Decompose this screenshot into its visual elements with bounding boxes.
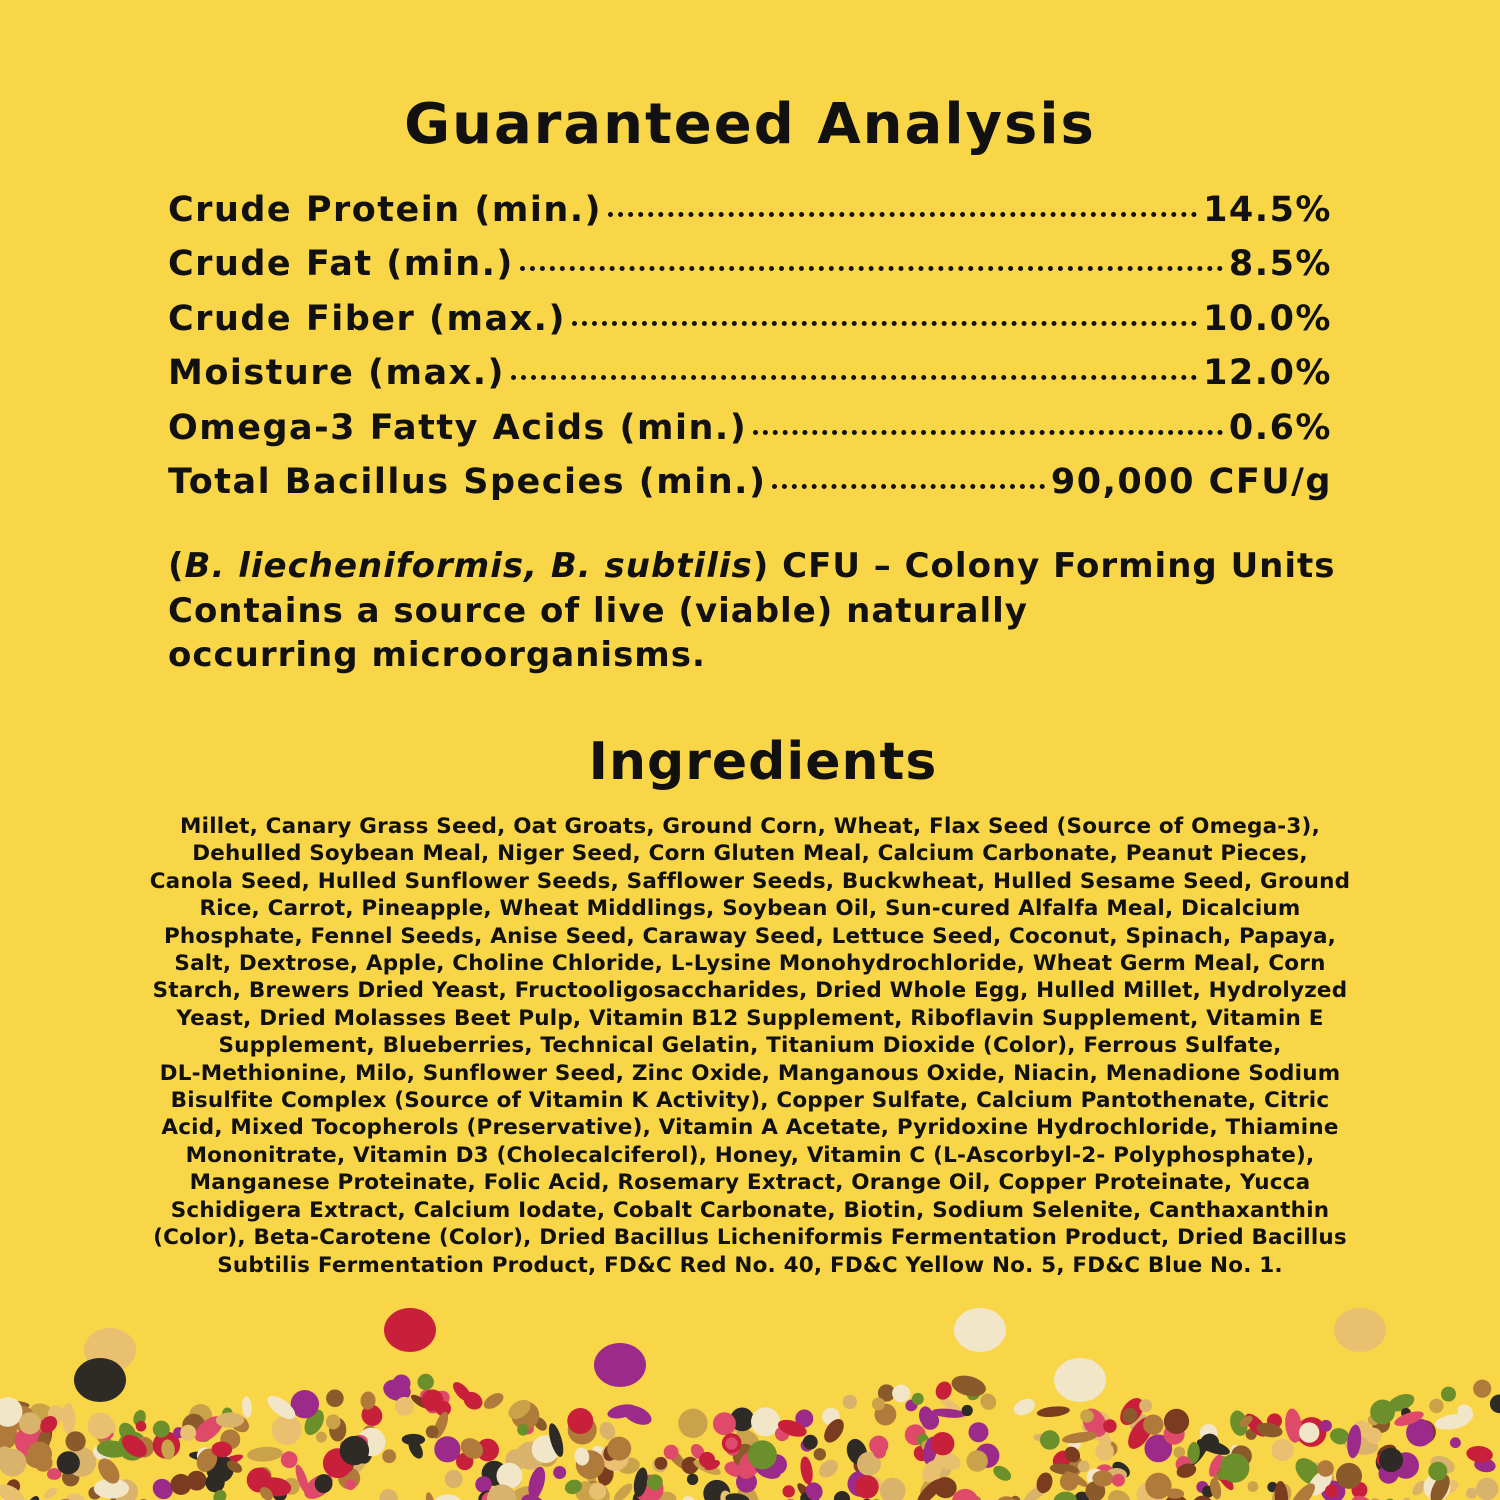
seed-piece [1011, 1396, 1037, 1419]
analysis-row [168, 408, 1332, 462]
seed-piece [402, 1434, 426, 1446]
seed-piece [1036, 1405, 1070, 1419]
microorganism-note [168, 544, 1348, 678]
analysis-label: Crude Fat (min.) [168, 244, 514, 285]
analysis-row [168, 462, 1332, 516]
analysis-label: Crude Protein (min.) [168, 190, 603, 230]
dot-leader [772, 484, 1044, 489]
seed-piece [66, 1431, 86, 1451]
seed-piece [680, 1493, 700, 1500]
analysis-row [168, 190, 1332, 244]
ingredients-line: Dehulled Soybean Meal, Niger Seed, Corn Gluten Meal, Calcium Carbonate, Peanut Pieces, [192, 841, 1308, 867]
ingredients-line: Millet, Canary Grass Seed, Oat Groats, Ground Corn, Wheat, Flax Seed (Source of Omega-3), [180, 814, 1320, 839]
seed-mix-image [0, 1290, 1500, 1500]
seed-piece [475, 1476, 492, 1493]
seed-piece [517, 1424, 529, 1436]
seed-piece [725, 1437, 737, 1449]
note-paren-open: ( [168, 546, 185, 586]
seed-piece [340, 1436, 369, 1465]
analysis-value: 8.5% [1228, 244, 1332, 285]
seed-piece [834, 1491, 850, 1500]
seed-piece [247, 1446, 284, 1463]
seed-piece [1393, 1495, 1413, 1500]
seed-piece [345, 1480, 356, 1491]
seed-piece [434, 1436, 460, 1462]
ingredients-title: Ingredients [588, 732, 938, 792]
seed-piece [954, 1308, 1006, 1352]
ingredients-line: Supplement, Blueberries, Technical Gelatin, Titanium Dioxide (Color), Ferrous Sulfate, [218, 1033, 1282, 1059]
seed-piece [713, 1412, 736, 1435]
dot-leader [753, 430, 1223, 435]
seed-piece [969, 1422, 989, 1442]
ingredients-line: Rice, Carrot, Pineapple, Wheat Middlings, Soybean Oil, Sun-cured Alfalfa Meal, Dicalcium [199, 896, 1301, 922]
ingredients-line: Canola Seed, Hulled Sunflower Seeds, Safflower Seeds, Buckwheat, Hulled Sesame Seed, Ground [149, 868, 1351, 894]
ingredients-line: Salt, Dextrose, Apple, Choline Chloride, L-Lysine Monohydrochloride, Wheat Germ Meal, Corn [174, 951, 1326, 977]
seed-piece [445, 1470, 463, 1488]
seed-piece [60, 1489, 91, 1500]
seed-piece [316, 1432, 327, 1443]
seed-piece [1429, 1399, 1443, 1413]
seed-piece [567, 1408, 593, 1434]
ingredients-line: DL-Methionine, Milo, Sunflower Seed, Zinc Oxide, Manganous Oxide, Niacin, Menadione Sodium [159, 1060, 1341, 1086]
analysis-value: 12.0% [1203, 353, 1332, 394]
seed-piece [799, 1456, 815, 1486]
dot-leader [572, 321, 1197, 326]
seed-piece [611, 1481, 635, 1500]
seed-piece [1053, 1490, 1078, 1500]
analysis-row [168, 353, 1332, 407]
seed-piece [481, 1390, 506, 1412]
seed-piece [19, 1412, 41, 1434]
seed-piece [1325, 1485, 1338, 1498]
seed-piece [1334, 1308, 1386, 1352]
seed-piece [1370, 1400, 1395, 1425]
seed-piece [949, 1372, 988, 1399]
seed-piece [594, 1343, 646, 1387]
ingredients-line: Subtilis Fermentation Product, FD&C Red No. 40, FD&C Yellow No. 5, FD&C Blue No. 1. [217, 1252, 1283, 1278]
seed-piece [380, 1489, 398, 1500]
analysis-row [168, 244, 1332, 298]
seed-piece [1164, 1409, 1189, 1434]
guaranteed-analysis-table [168, 190, 1332, 516]
seed-piece [1441, 1387, 1456, 1402]
ingredients-line: Manganese Proteinate, Folic Acid, Rosemary Extract, Orange Oil, Copper Proteinate, Yucca [189, 1170, 1311, 1196]
seed-piece [664, 1445, 679, 1460]
dot-leader [608, 212, 1197, 217]
seed-piece [912, 1393, 924, 1405]
seed-piece [1103, 1419, 1117, 1433]
seed-piece [1299, 1422, 1319, 1442]
seed-piece [206, 1473, 225, 1492]
seed-piece [136, 1421, 147, 1432]
seed-piece [647, 1474, 663, 1490]
seed-piece [1112, 1474, 1125, 1487]
seed-piece [395, 1397, 414, 1416]
seed-piece [1104, 1486, 1134, 1500]
seed-piece [418, 1374, 434, 1390]
seed-piece [1366, 1428, 1382, 1444]
seed-piece [426, 1425, 439, 1438]
analysis-label: Crude Fiber (max.) [168, 298, 566, 339]
seed-piece [27, 1442, 52, 1467]
seed-piece [873, 1446, 886, 1459]
seed-piece [1466, 1488, 1477, 1499]
seed-piece [687, 1474, 698, 1485]
ingredients-line: Mononitrate, Vitamin D3 (Cholecalciferol), Honey, Vitamin C (L-Ascorbyl-2- Polyphosphate), [185, 1142, 1315, 1168]
dot-leader [511, 375, 1197, 380]
seed-piece [962, 1405, 973, 1416]
ingredients-line: (Color), Beta-Carotene (Color), Dried Bacillus Licheniformis Fermentation Product, Dried Bacillus [153, 1225, 1347, 1251]
seed-piece [1143, 1415, 1163, 1435]
seed-piece [1248, 1481, 1259, 1492]
seed-piece [748, 1440, 777, 1469]
seed-piece [991, 1463, 1014, 1484]
seed-piece [1054, 1358, 1106, 1402]
seed-piece [783, 1485, 795, 1497]
note-line-3: occurring microorganisms. [168, 635, 706, 675]
seed-piece [1379, 1448, 1403, 1472]
seed-piece [1490, 1395, 1500, 1414]
ingredients-line: Yeast, Dried Molasses Beet Pulp, Vitamin B12 Supplement, Riboflavin Supplement, Vitamin E [176, 1005, 1324, 1031]
seed-piece [272, 1415, 302, 1445]
ingredients-line: Bisulfite Complex (Source of Vitamin K Activity), Copper Sulfate, Calcium Pantothenate, Citric [170, 1088, 1330, 1114]
seed-piece [434, 1494, 463, 1500]
seed-piece [1099, 1435, 1112, 1448]
analysis-value: 10.0% [1203, 298, 1332, 339]
seed-piece [1078, 1461, 1090, 1473]
seed-piece [589, 1483, 606, 1500]
note-line-1 [168, 544, 1348, 589]
seed-piece [699, 1452, 715, 1468]
seed-piece [393, 1375, 411, 1393]
note-line-2: Contains a source of live (viable) naturally [168, 590, 1028, 631]
seed-piece [553, 1466, 566, 1479]
seed-piece [422, 1389, 444, 1411]
seed-piece [607, 1437, 631, 1461]
seed-piece [62, 1403, 76, 1434]
analysis-value: 90,000 CFU/g [1050, 461, 1332, 502]
seed-piece [180, 1425, 196, 1441]
ingredients-line: Phosphate, Fennel Seeds, Anise Seed, Caraway Seed, Lettuce Seed, Coconut, Spinach, Papaya, [163, 923, 1337, 949]
seed-piece [1040, 1430, 1060, 1450]
seed-piece [843, 1395, 857, 1409]
seed-piece [1473, 1380, 1491, 1398]
seed-piece [933, 1379, 955, 1402]
seed-piece [57, 1451, 80, 1474]
seed-piece [1428, 1462, 1447, 1481]
analysis-value: 14.5% [1203, 190, 1332, 230]
seed-piece [74, 1358, 126, 1402]
guaranteed-analysis-title: Guaranteed Analysis [404, 92, 1096, 157]
ingredients-list [140, 813, 1360, 1279]
analysis-label: Omega-3 Fatty Acids (min.) [168, 407, 748, 448]
seed-piece [1272, 1439, 1294, 1461]
seed-piece [931, 1432, 954, 1455]
analysis-label: Moisture (max.) [168, 353, 505, 394]
seed-piece [281, 1451, 298, 1468]
seed-piece [967, 1450, 988, 1471]
seed-piece [23, 1494, 42, 1500]
seed-piece [655, 1457, 668, 1470]
seed-piece [872, 1398, 885, 1411]
bacillus-species: B. liecheniformis, B. subtilis [184, 546, 753, 586]
seed-piece [153, 1421, 170, 1438]
seed-piece [1139, 1399, 1152, 1412]
note-paren-close: ) [752, 546, 770, 586]
analysis-value: 0.6% [1228, 407, 1332, 448]
dot-leader [520, 266, 1223, 271]
seed-piece [241, 1396, 252, 1418]
seed-piece [814, 1448, 826, 1460]
analysis-label: Total Bacillus Species (min.) [168, 461, 767, 502]
seed-piece [1317, 1460, 1334, 1477]
seed-piece [803, 1435, 818, 1450]
seed-piece [42, 1485, 59, 1500]
ingredients-line: Schidigera Extract, Calcium Iodate, Cobalt Carbonate, Biotin, Sodium Selenite, Canthaxanthin [170, 1197, 1330, 1223]
seed-piece [1476, 1478, 1498, 1500]
ingredients-line: Starch, Brewers Dried Yeast, Fructooligosaccharides, Dried Whole Egg, Hulled Millet, Hydrolyzed [152, 978, 1348, 1004]
seed-piece [880, 1478, 906, 1500]
seed-piece [384, 1308, 436, 1352]
seed-piece [1320, 1420, 1332, 1432]
seed-piece [171, 1474, 192, 1495]
cfu-definition: CFU – Colony Forming Units [769, 546, 1336, 586]
seed-piece [1218, 1469, 1229, 1480]
seed-piece [1379, 1497, 1398, 1500]
ingredients-line: Acid, Mixed Tocopherols (Preservative), Vitamin A Acetate, Pyridoxine Hydrochloride, Thiamine [161, 1115, 1339, 1141]
seed-piece [424, 1491, 436, 1500]
seed-piece [1122, 1408, 1137, 1423]
seed-piece [382, 1449, 396, 1463]
seed-piece [921, 1412, 939, 1430]
seed-piece [678, 1409, 707, 1438]
seed-piece [1060, 1472, 1079, 1491]
seed-piece [1450, 1437, 1461, 1448]
seed-piece [326, 1390, 344, 1408]
analysis-row [168, 299, 1332, 353]
seed-piece [1336, 1463, 1362, 1489]
seed-piece [855, 1475, 879, 1499]
